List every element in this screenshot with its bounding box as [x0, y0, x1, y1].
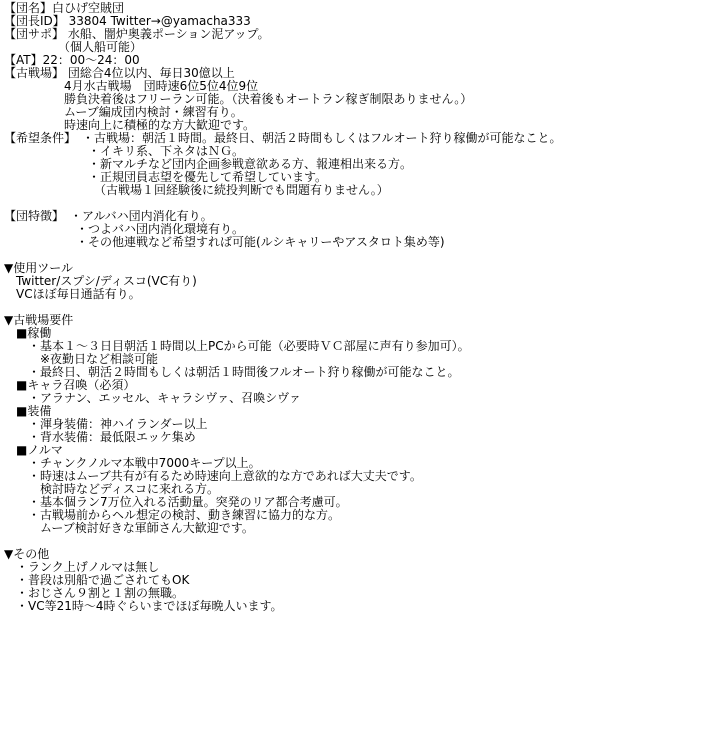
- quota-line-1: ・チャンクノルマ本戦中7000キープ以上。: [4, 456, 261, 470]
- activity-line-1: ・基本１～３日目朝活１時間以上PCから可能（必要時ＶＣ部屋に声有り参加可）。: [4, 339, 470, 353]
- activity-line-3: ・最終日、朝活２時間もしくは朝活１時間後フルオート狩り稼働が可能なこと。: [4, 365, 460, 379]
- requirements-line-4: ・正規団員志望を優先して希望しています。: [4, 170, 328, 184]
- features-line-2: ・つよバハ団内消化環境有り。: [4, 222, 245, 236]
- guild-war-line-5: 時速向上に積極的な方大歓迎です。: [4, 118, 256, 132]
- requirements-line-2: ・イキリ系、下ネタはＮＧ。: [4, 144, 245, 158]
- guild-war-line-3: 勝負決着後はフリーラン可能。（決着後もオートラン稼ぎ制限ありません。）: [4, 92, 473, 106]
- other-line-4: ・VC等21時～4時ぐらいまでほぼ毎晩人います。: [4, 599, 283, 613]
- tools-line-2: VCほぼ毎日通話有り。: [4, 287, 141, 301]
- features-line-1: 【団特徴】 ・アルバハ団内消化有り。: [4, 209, 213, 223]
- equipment-subheading: ■装備: [4, 404, 52, 418]
- quota-line-3: 検討時などディスコに来れる方。: [4, 482, 220, 496]
- blank-line: [4, 535, 714, 548]
- requirements-line-5: （古戦場１回経験後に続投判断でも問題有りません。）: [4, 183, 389, 197]
- blank-line: [4, 249, 714, 262]
- requirements-line-1: 【希望条件】 ・古戦場：朝活１時間。最終日、朝活２時間もしくはフルオート狩り稼働が可能なこと。: [4, 131, 562, 145]
- war-requirements-heading: ▼古戦場要件: [4, 313, 74, 327]
- quota-line-2: ・時速はムーブ共有が有るため時速向上意欲的な方であれば大丈夫です。: [4, 469, 422, 483]
- guild-war-line-2: 4月水古戦場 団時速6位5位4位9位: [4, 79, 259, 93]
- other-line-1: ・ランク上げノルマは無し: [4, 560, 160, 574]
- requirements-line-3: ・新マルチなど団内企画参戦意欲ある方、報連相出来る方。: [4, 157, 413, 171]
- other-line-3: ・おじさん９割と１割の無職。: [4, 586, 185, 600]
- quota-subheading: ■ノルマ: [4, 443, 63, 457]
- chara-summon-subheading: ■キャラ召喚（必須）: [4, 378, 136, 392]
- active-time-line: 【AT】22：00～24：00: [4, 53, 140, 67]
- tools-heading: ▼使用ツール: [4, 261, 73, 275]
- guild-war-line-4: ムーブ編成団内検討・練習有り。: [4, 105, 243, 119]
- team-support-line: 【団サポ】 水船、闇炉奥義ポーション泥アップ。: [4, 27, 270, 41]
- activity-subheading: ■稼働: [4, 326, 52, 340]
- activity-line-2: ※夜勤日など相談可能: [4, 352, 159, 366]
- team-support-note-line: （個人船可能）: [4, 40, 143, 54]
- quota-line-4: ・基本個ラン7万位入れる活動量。突発のリア都合考慮可。: [4, 495, 348, 509]
- quota-line-6: ムーブ検討好きな軍師さん大歓迎です。: [4, 521, 254, 535]
- chara-summon-line: ・アラナン、エッセル、キャラシヴァ、召喚シヴァ: [4, 391, 302, 405]
- quota-line-5: ・古戦場前からヘル想定の検討、動き練習に協力的な方。: [4, 508, 341, 522]
- guild-war-line-1: 【古戦場】 団総合4位以内、毎日30億以上: [4, 66, 235, 80]
- blank-line: [4, 301, 714, 314]
- equipment-line-1: ・渾身装備：神ハイランダー以上: [4, 417, 208, 431]
- equipment-line-2: ・背水装備：最低限エッケ集め: [4, 430, 196, 444]
- features-line-3: ・その他連戦など希望すれば可能(ルシキャリーやアスタロト集め等): [4, 235, 445, 249]
- team-name-line: 【団名】白ひげ空賊団: [4, 1, 125, 15]
- other-line-2: ・普段は別船で過ごされてもOK: [4, 573, 190, 587]
- other-heading: ▼その他: [4, 547, 50, 561]
- leader-id-line: 【団長ID】 33804 Twitter→@yamacha333: [4, 14, 251, 28]
- tools-line-1: Twitter/スプシ/ディスコ(VC有り): [4, 274, 197, 288]
